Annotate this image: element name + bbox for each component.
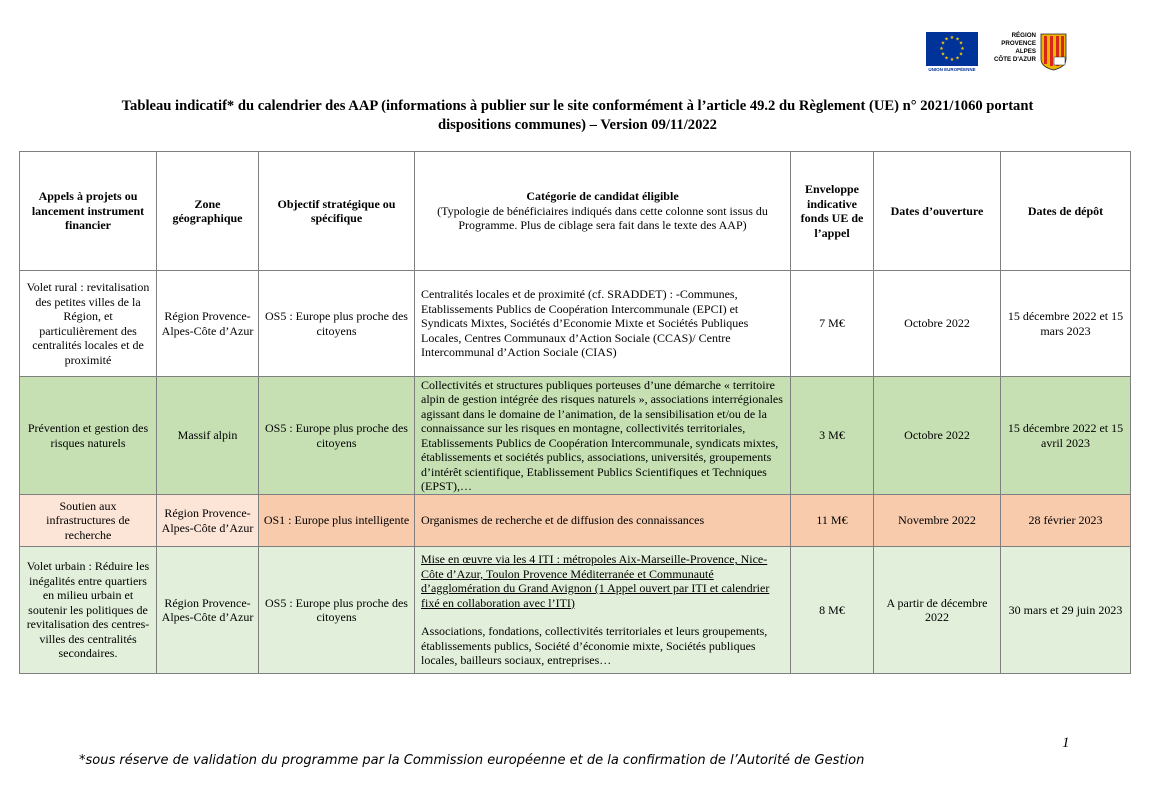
region-line: CÔTE D'AZUR xyxy=(993,56,1036,63)
categorie-iti-note: Mise en œuvre via les 4 ITI : métropoles Aix-Marseille-Provence, Nice-Côte d’Azur, Toulon Provence Méditerranée et Communauté d’agglomération du Grand Avignon (1 Appel ouvert par ITI et calendrier fixé en collaboration avec l’ITI) xyxy=(421,552,770,610)
footnote: *sous réserve de validation du programme par la Commission européenne et de la confirmation de l’Autorité de Gestion xyxy=(79,753,865,768)
svg-text:★: ★ xyxy=(958,51,964,58)
header-ouverture: Dates d’ouverture xyxy=(874,152,1001,271)
header-categorie-title: Catégorie de candidat éligible xyxy=(526,189,679,204)
cell-appel: Volet rural : revitalisation des petites villes de la Région, et particulièrement des centralités locales et de proximité xyxy=(20,271,157,377)
header-enveloppe: Enveloppe indicative fonds UE de l’appel xyxy=(791,152,874,271)
eu-flag-icon xyxy=(926,32,978,66)
svg-text:★: ★ xyxy=(955,36,960,43)
svg-text:★: ★ xyxy=(949,35,955,41)
page-title xyxy=(60,97,1095,135)
svg-text:★: ★ xyxy=(958,40,964,47)
cell-depot: 15 décembre 2022 et 15 avril 2023 xyxy=(1001,377,1131,495)
cell-ouverture: Octobre 2022 xyxy=(874,377,1001,495)
svg-text:★: ★ xyxy=(939,46,944,52)
region-line: RÉGION xyxy=(1011,32,1036,39)
title-line-1: Tableau indicatif* du calendrier des AAP (informations à publier sur le site conformément à l’article 49.2 du Règlement (UE) n° 2021/1060 portant xyxy=(121,98,1034,114)
cell-categorie: Collectivités et structures publiques porteuses d’une démarche « territoire alpin de gestion intégrée des risques naturels », associations interrégionales agissant dans le domaine de l’animation, de la sensibilisation et/ou de la connaissance sur les risques en montagne, collectivités territoriales, Etablissements Publics de Coopération Intercommunale, syndicats mixtes, établissements et sociétés publics, associations, universités, groupements d’intérêt scientifique, Etablissement Publics Scientifiques et Techniques (EPST),… xyxy=(415,377,791,495)
cell-enveloppe: 11 M€ xyxy=(791,495,874,547)
table-row xyxy=(20,271,1131,377)
table-header-row xyxy=(20,152,1131,271)
cell-depot: 28 février 2023 xyxy=(1001,495,1131,547)
cell-objectif: OS5 : Europe plus proche des citoyens xyxy=(259,377,415,495)
svg-text:★: ★ xyxy=(944,36,949,43)
region-line: PROVENCE xyxy=(1001,40,1036,47)
categorie-beneficiaires: Associations, fondations, collectivités territoriales et leurs groupements, établissements publics, Société d’économie mixte, Sociétés publiques locales, bailleurs sociaux, entreprises… xyxy=(421,624,768,668)
cell-appel: Volet urbain : Réduire les inégalités entre quartiers en milieu urbain et soutenir les politiques de revitalisation des centres-villes des centralités secondaires. xyxy=(20,547,157,674)
svg-text:★: ★ xyxy=(949,57,955,63)
cell-enveloppe: 7 M€ xyxy=(791,271,874,377)
region-logo-text xyxy=(984,32,1036,64)
title-line-2: dispositions communes) – Version 09/11/2022 xyxy=(438,117,717,133)
cell-enveloppe: 8 M€ xyxy=(791,547,874,674)
cell-zone: Région Provence-Alpes-Côte d’Azur xyxy=(157,271,259,377)
header-objectif: Objectif stratégique ou spécifique xyxy=(259,152,415,271)
cell-objectif: OS1 : Europe plus intelligente xyxy=(259,495,415,547)
table-row xyxy=(20,547,1131,674)
cell-ouverture: Novembre 2022 xyxy=(874,495,1001,547)
svg-text:★: ★ xyxy=(960,46,965,52)
cell-objectif: OS5 : Europe plus proche des citoyens xyxy=(259,271,415,377)
region-shield-icon xyxy=(1040,33,1067,71)
cell-zone: Massif alpin xyxy=(157,377,259,495)
svg-text:★: ★ xyxy=(955,55,960,62)
spacer xyxy=(421,610,784,624)
cell-enveloppe: 3 M€ xyxy=(791,377,874,495)
region-line: ALPES xyxy=(1015,48,1036,55)
svg-text:★: ★ xyxy=(944,55,949,62)
header-appels: Appels à projets ou lancement instrument financier xyxy=(20,152,157,271)
cell-objectif: OS5 : Europe plus proche des citoyens xyxy=(259,547,415,674)
header-zone: Zone géographique xyxy=(157,152,259,271)
cell-categorie: Centralités locales et de proximité (cf. SRADDET) : -Communes, Etablissements Publics de Coopération Intercommunale (EPCI) et Syndicats Mixtes, Sociétés d’Economie Mixte et Sociétés Publiques Locales, Centres Communaux d’Action Sociale (CCAS)/ Centre Intercommunal d’Action Sociale (CIAS) xyxy=(415,271,791,377)
svg-text:★: ★ xyxy=(940,40,946,47)
page-number: 1 xyxy=(1062,735,1070,751)
header-categorie xyxy=(415,152,791,271)
cell-ouverture: A partir de décembre 2022 xyxy=(874,547,1001,674)
eu-label: UNION EUROPÉENNE xyxy=(928,67,976,72)
cell-ouverture: Octobre 2022 xyxy=(874,271,1001,377)
cell-categorie: Organismes de recherche et de diffusion des connaissances xyxy=(415,495,791,547)
logos xyxy=(926,32,1071,74)
table-row xyxy=(20,377,1131,495)
cell-categorie xyxy=(415,547,791,674)
cell-depot: 15 décembre 2022 et 15 mars 2023 xyxy=(1001,271,1131,377)
cell-appel: Prévention et gestion des risques naturels xyxy=(20,377,157,495)
cell-depot: 30 mars et 29 juin 2023 xyxy=(1001,547,1131,674)
aap-calendar-table xyxy=(19,151,1131,674)
header-depot: Dates de dépôt xyxy=(1001,152,1131,271)
cell-zone: Région Provence-Alpes-Côte d’Azur xyxy=(157,495,259,547)
cell-zone: Région Provence-Alpes-Côte d’Azur xyxy=(157,547,259,674)
header-categorie-sub: (Typologie de bénéficiaires indiqués dans cette colonne sont issus du Programme. Plus de ciblage sera fait dans le texte des AAP) xyxy=(437,203,768,233)
table-row xyxy=(20,495,1131,547)
svg-text:★: ★ xyxy=(940,51,946,58)
cell-appel: Soutien aux infrastructures de recherche xyxy=(20,495,157,547)
